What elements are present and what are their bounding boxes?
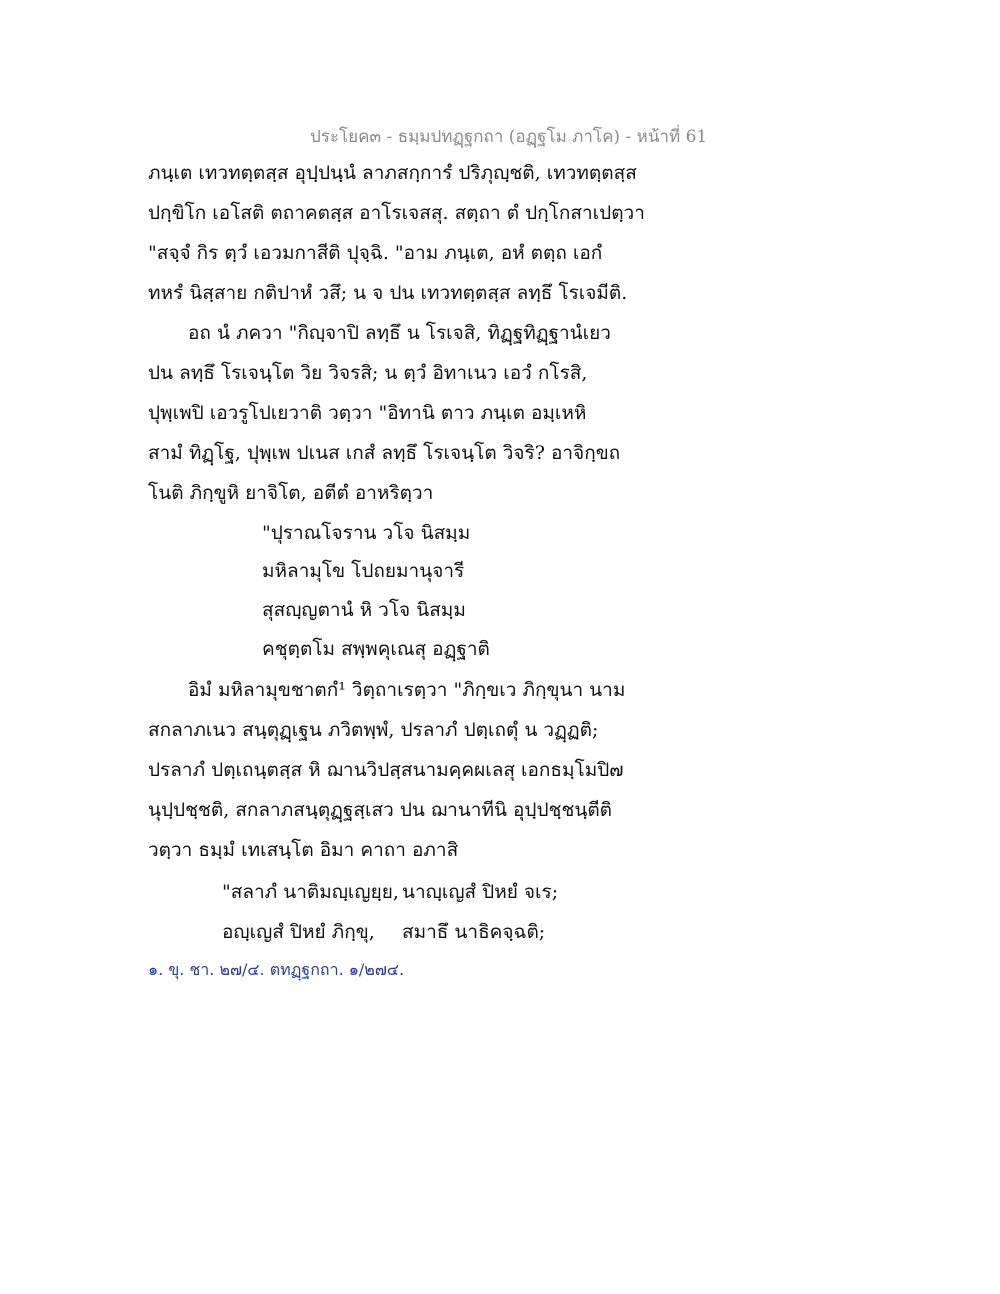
page-header: ประโยค๓ - ธมฺมปทฏฺฐกถา (อฏฺฐโม ภาโค) - หน้าที่ 61 <box>310 127 708 147</box>
footnote: ๑. ขุ. ชา. ๒๗/๔. ตทฏฺฐกถา. ๑/๒๗๔. <box>148 960 405 979</box>
verse-line: มหิลามุโข โปถยมานุจารี <box>262 560 465 582</box>
text-line: ภนฺเต เทวทตฺตสฺส อุปฺปนฺนํ ลาภสกฺการํ ปริภุญฺชติ, เทวทตฺตสฺส <box>148 162 637 184</box>
text-line: โนติ ภิกฺขูหิ ยาจิโต, อตีตํ อาหริตฺวา <box>148 482 434 504</box>
text-line: อิมํ มหิลามุขชาตกํ¹ วิตฺถาเรตฺวา "ภิกฺขเว ภิกฺขุนา นาม <box>188 679 626 701</box>
stanza-left: อญฺเญสํ ปิหยํ ภิกฺขุ, <box>222 921 375 943</box>
text-line: สามํ ทิฏฺโฐ, ปุพฺเพ ปเนส เกสํ ลทฺธึ โรเจนฺโต วิจริ? อาจิกฺขถ <box>148 442 621 464</box>
text-line: สกลาภเนว สนฺตุฏฺเฐน ภวิตพฺพํ, ปรลาภํ ปตฺเถตุํ น วฏฺฏติ; <box>148 719 599 741</box>
verse-line: สุสญฺญตานํ หิ วโจ นิสมฺม <box>262 599 466 621</box>
verse-line: "ปุราณโจราน วโจ นิสมฺม <box>262 522 471 544</box>
text-line: "สจฺจํ กิร ตฺวํ เอวมกาสีติ ปุจฺฉิ. "อาม ภนฺเต, อหํ ตตฺถ เอกํ <box>148 242 603 264</box>
text-line: ปกฺขิโก เอโสติ ตถาคตสฺส อาโรเจสสุ. สตฺถา ตํ ปกฺโกสาเปตฺวา <box>148 202 645 224</box>
stanza-right: นาญฺเญสํ ปิหยํ จเร; <box>402 881 559 903</box>
text-line: ปรลาภํ ปตฺเถนฺตสฺส หิ ฌานวิปสฺสนามคฺคผเลสุ เอกธมฺโมปิ๗ <box>148 759 624 781</box>
stanza-right: สมาธึ นาธิคจฺฉติ; <box>402 921 546 943</box>
text-line: อถ นํ ภควา "กิญฺจาปิ ลทฺธึ น โรเจสิ, ทิฏฺฐทิฏฺฐานํเยว <box>188 322 611 344</box>
text-line: นุปฺปชฺชติ, สกลาภสนฺตุฏฺฐสฺเสว ปน ฌานาทีนิ อุปฺปชฺชนฺตีติ <box>148 799 613 821</box>
stanza-left: "สลาภํ นาติมญฺเญยฺย, <box>222 881 399 903</box>
text-line: ปุพฺเพปิ เอวรูโปเยวาติ วตฺวา "อิทานิ ตาว ภนฺเต อมฺเหหิ <box>148 402 587 424</box>
text-line: วตฺวา ธมฺมํ เทเสนฺโต อิมา คาถา อภาสิ <box>148 839 459 861</box>
text-line: ทหรํ นิสฺสาย กติปาหํ วสึ; น จ ปน เทวทตฺตสฺส ลทฺธึ โรเจมีติ. <box>148 282 628 304</box>
verse-line: คชุตฺตโม สพฺพคุเณสุ อฏฺฐาติ <box>262 638 490 660</box>
text-line: ปน ลทฺธึ โรเจนฺโต วิย วิจรสิ; น ตฺวํ อิทาเนว เอวํ กโรสิ, <box>148 362 588 384</box>
